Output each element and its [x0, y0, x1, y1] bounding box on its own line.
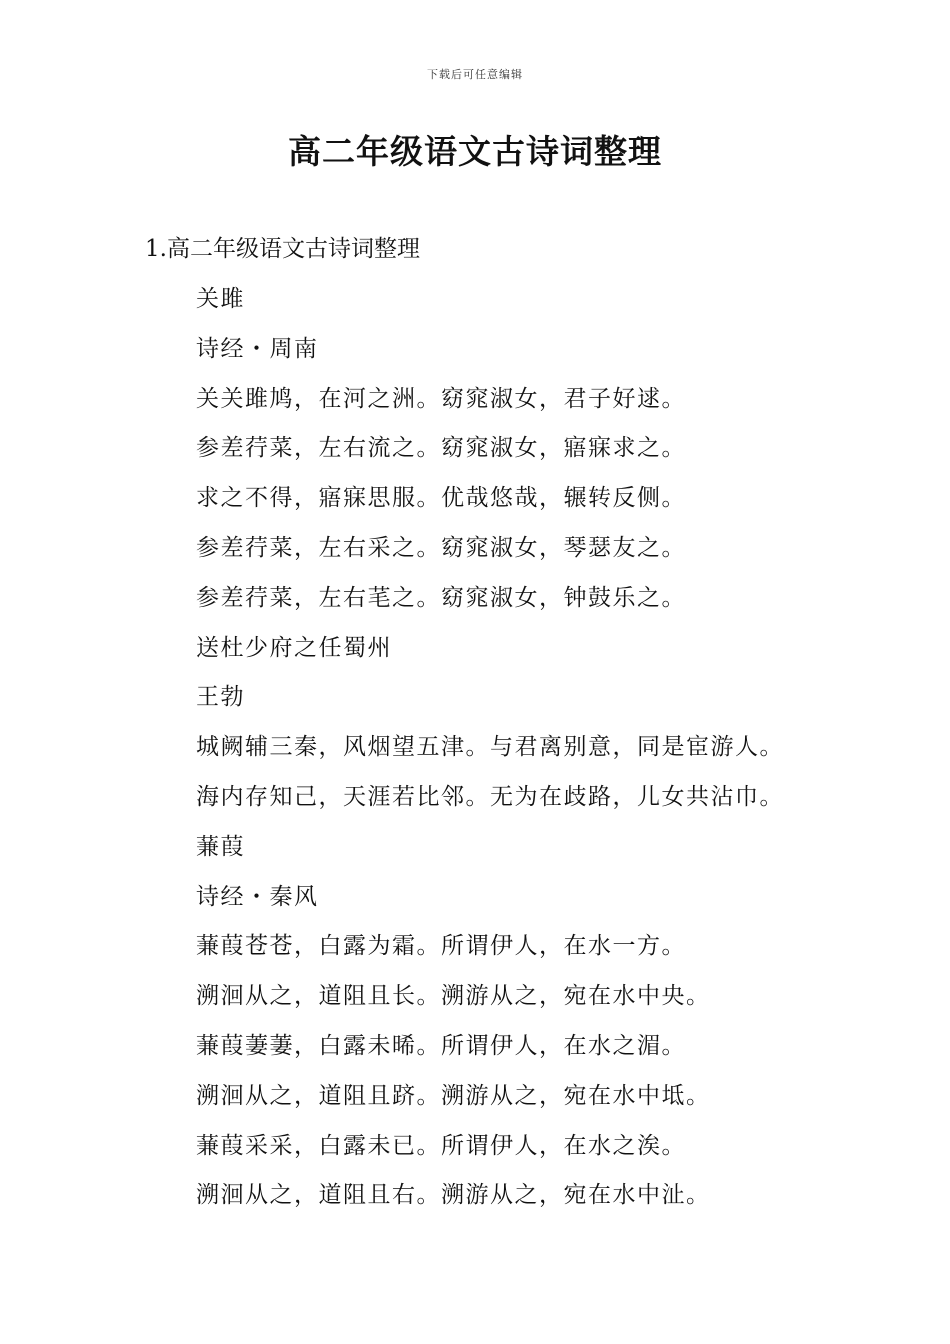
- poem-title-song-du-shaofu: 送杜少府之任蜀州: [196, 634, 392, 661]
- poem-line: 参差荇菜，左右芼之。窈窕淑女，钟鼓乐之。: [196, 584, 686, 611]
- poem-source: 诗经・周南: [196, 335, 319, 362]
- section-heading-text: 高二年级语文古诗词整理: [166, 236, 420, 262]
- poem-line: 蒹葭萋萋，白露未晞。所谓伊人，在水之湄。: [196, 1032, 686, 1059]
- poem-author: 王勃: [196, 684, 245, 711]
- poem-title-jianjia: 蒹葭: [196, 833, 245, 860]
- poem-line: 城阙辅三秦，风烟望五津。与君离别意，同是宦游人。: [196, 734, 784, 761]
- poem-line: 蒹葭采采，白露未已。所谓伊人，在水之涘。: [196, 1132, 686, 1159]
- poem-line: 蒹葭苍苍，白露为霜。所谓伊人，在水一方。: [196, 933, 686, 960]
- poem-line: 参差荇菜，左右采之。窈窕淑女，琴瑟友之。: [196, 534, 686, 561]
- poem-line: 参差荇菜，左右流之。窈窕淑女，寤寐求之。: [196, 435, 686, 462]
- poem-line: 溯洄从之，道阻且跻。溯游从之，宛在水中坻。: [196, 1082, 711, 1109]
- header-note: 下载后可任意编辑: [427, 68, 523, 81]
- poem-line: 溯洄从之，道阻且右。溯游从之，宛在水中沚。: [196, 1182, 711, 1209]
- poem-source: 诗经・秦风: [196, 883, 319, 910]
- section-number: 1.: [145, 236, 167, 262]
- poem-line: 关关雎鸠，在河之洲。窈窕淑女，君子好逑。: [196, 385, 686, 412]
- document-title: 高二年级语文古诗词整理: [288, 132, 662, 171]
- poem-lines: [196, 282, 784, 1228]
- section-heading: [145, 232, 420, 266]
- poem-title-guanju: 关雎: [196, 286, 245, 312]
- poem-line: 求之不得，寤寐思服。优哉悠哉，辗转反侧。: [196, 485, 686, 512]
- poem-line: 海内存知己，天涯若比邻。无为在歧路，儿女共沾巾。: [196, 783, 784, 810]
- poem-line: 溯洄从之，道阻且长。溯游从之，宛在水中央。: [196, 983, 711, 1010]
